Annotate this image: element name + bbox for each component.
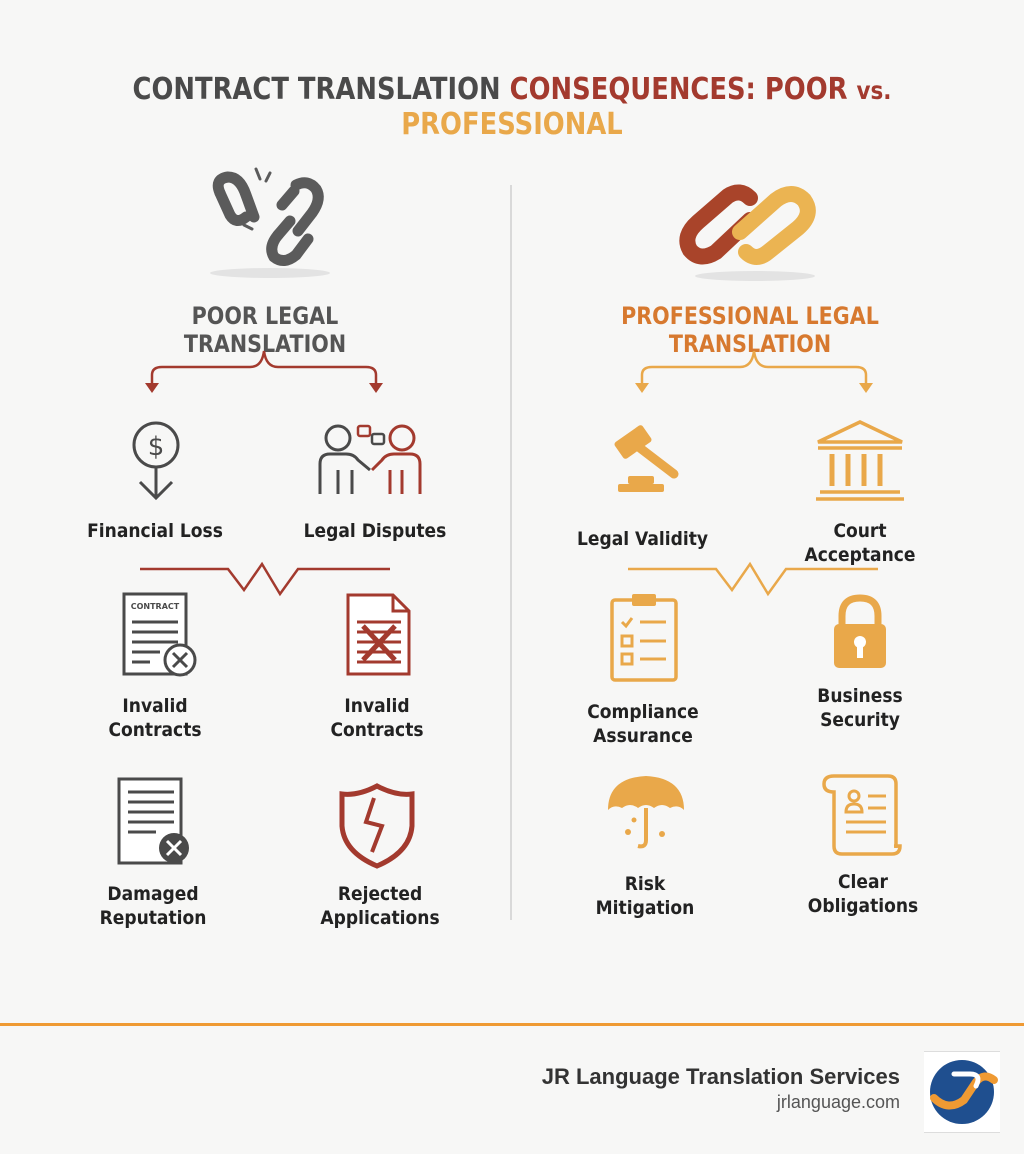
- left-label-3: Invalid Contracts: [108, 695, 202, 741]
- umbrella-icon: [604, 772, 688, 852]
- footer-divider: [0, 1023, 1024, 1026]
- title-part-3: vs.: [856, 76, 892, 105]
- right-label-2: Court Acceptance: [804, 520, 916, 566]
- right-label-6: Clear Obligations: [807, 871, 919, 917]
- company-url[interactable]: jrlanguage.com: [776, 1092, 900, 1112]
- title-part-4: PROFESSIONAL: [401, 107, 623, 142]
- left-heading: POOR LEGAL TRANSLATION: [183, 302, 347, 358]
- document-x-icon: [345, 592, 415, 678]
- title-part-1: CONTRACT TRANSLATION: [132, 72, 501, 107]
- courthouse-icon: [814, 418, 906, 504]
- people-dispute-icon: [316, 420, 426, 498]
- right-label-1: Legal Validity: [576, 528, 709, 550]
- contract-invalid-icon: [120, 592, 200, 680]
- left-label-5: Damaged Reputation: [99, 883, 207, 929]
- document-x-icon: [116, 776, 196, 866]
- logo-mark-icon: [924, 1052, 1000, 1132]
- right-heading: PROFESSIONAL LEGAL TRANSLATION: [621, 302, 879, 358]
- left-label-2: Legal Disputes: [303, 520, 447, 542]
- company-name: JR Language Translation Services: [541, 1064, 900, 1089]
- right-label-5: Risk Mitigation: [595, 873, 695, 919]
- cracked-shield-icon: [338, 782, 416, 870]
- padlock-icon: [830, 594, 890, 674]
- page-title: [72, 72, 953, 142]
- left-label-6: Rejected Applications: [320, 883, 440, 929]
- left-label-1: Financial Loss: [87, 520, 223, 542]
- center-divider: [510, 185, 512, 920]
- right-label-4: Business Security: [817, 685, 903, 731]
- svg-text:$: $: [147, 432, 165, 462]
- dollar-down-icon: [128, 420, 184, 502]
- right-brace-arrows: [630, 345, 880, 400]
- company-logo: [924, 1051, 1000, 1133]
- broken-chain-icon: [200, 165, 340, 275]
- scroll-icon: [818, 772, 900, 858]
- right-label-3: Compliance Assurance: [587, 701, 699, 747]
- left-label-4: Invalid Contracts: [330, 695, 424, 741]
- linked-chain-icon: [680, 172, 830, 282]
- gavel-icon: [604, 418, 684, 502]
- checklist-icon: [608, 590, 682, 684]
- left-brace-arrows: [140, 345, 390, 400]
- title-part-2: CONSEQUENCES: POOR: [509, 72, 848, 107]
- contract-icon-text: CONTRACT: [130, 602, 180, 611]
